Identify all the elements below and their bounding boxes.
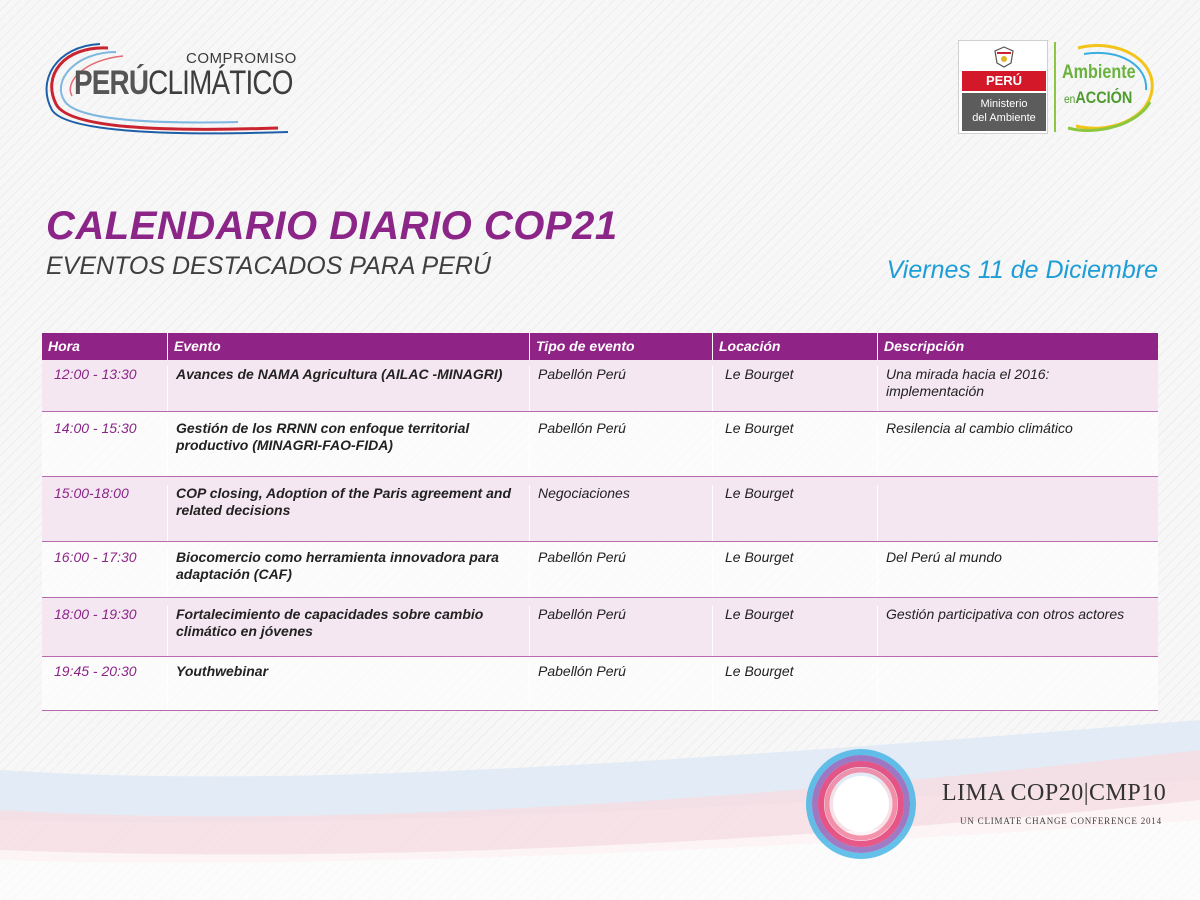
cell-locacion: Le Bourget	[713, 549, 878, 597]
ministerio-line-1: Ministerio	[980, 98, 1028, 110]
cell-hora: 16:00 - 17:30	[42, 549, 168, 597]
peru-label: PERÚ	[962, 71, 1046, 91]
peru-ministerio-badge	[958, 40, 1048, 134]
cell-locacion: Le Bourget	[713, 663, 878, 710]
compromiso-peru-climatico-logo	[38, 36, 298, 136]
cop20-title: LIMA COP20|CMP10	[942, 780, 1167, 806]
table-header	[42, 333, 1158, 360]
logo-peru-climatico-text	[74, 64, 293, 103]
logo-compromiso-text: COMPROMISO	[186, 50, 297, 67]
cell-tipo: Pabellón Perú	[530, 366, 713, 411]
cell-locacion: Le Bourget	[713, 420, 878, 476]
column-header-evento: Evento	[168, 333, 530, 360]
cell-hora: 14:00 - 15:30	[42, 420, 168, 476]
ministerio-label	[962, 93, 1046, 131]
logo-divider	[1054, 42, 1056, 132]
ministerio-ambiente-logo	[958, 40, 1158, 136]
cell-evento: Gestión de los RRNN con enfoque territorial productivo (MINAGRI-FAO-FIDA)	[168, 420, 530, 476]
column-header-descripcion: Descripción	[884, 338, 965, 354]
en-accion-text	[1064, 88, 1132, 108]
page-subtitle: EVENTOS DESTACADOS PARA PERÚ	[46, 252, 492, 280]
event-date: Viernes 11 de Diciembre	[886, 256, 1158, 284]
cell-locacion: Le Bourget	[713, 366, 878, 411]
logo-climatico-word: CLIMÁTICO	[148, 64, 293, 102]
table-row	[42, 542, 1158, 598]
column-header-locacion: Locación	[713, 333, 878, 360]
cell-tipo: Pabellón Perú	[530, 549, 713, 597]
ministerio-line-2: del Ambiente	[972, 112, 1036, 124]
cell-tipo: Pabellón Perú	[530, 606, 713, 656]
cell-evento: Youthwebinar	[168, 663, 530, 710]
column-header-tipo: Tipo de evento	[530, 333, 713, 360]
table-row	[42, 598, 1158, 657]
cell-descripcion: Resilencia al cambio climático	[886, 420, 1073, 436]
cell-evento: Avances de NAMA Agricultura (AILAC -MINAGRI)	[168, 366, 530, 411]
cell-tipo: Negociaciones	[530, 485, 713, 541]
cell-hora: 12:00 - 13:30	[42, 366, 168, 411]
table-row	[42, 412, 1158, 477]
logo-peru-word: PERÚ	[74, 64, 149, 102]
cell-tipo: Pabellón Perú	[530, 663, 713, 710]
cop20-subtitle: UN CLIMATE CHANGE CONFERENCE 2014	[960, 816, 1162, 826]
cell-descripcion	[878, 485, 1158, 541]
cell-hora: 15:00-18:00	[42, 485, 168, 541]
table-row	[42, 477, 1158, 542]
schedule-table	[42, 333, 1158, 711]
en-text: en	[1064, 92, 1076, 106]
cell-locacion: Le Bourget	[713, 606, 878, 656]
cell-descripcion: Una mirada hacia el 2016: implementación	[886, 366, 1050, 399]
cell-tipo: Pabellón Perú	[530, 420, 713, 476]
peru-coat-of-arms-icon	[991, 45, 1017, 69]
cop20-ring-icon	[802, 745, 920, 863]
ambiente-text: Ambiente	[1062, 62, 1136, 83]
column-header-hora: Hora	[42, 333, 168, 360]
cell-evento: Fortalecimiento de capacidades sobre cambio climático en jóvenes	[168, 606, 530, 656]
cell-descripcion: Del Perú al mundo	[886, 549, 1002, 565]
cell-locacion: Le Bourget	[713, 485, 878, 541]
page-title: CALENDARIO DIARIO COP21	[46, 204, 618, 248]
cell-descripcion: Gestión participativa con otros actores	[886, 606, 1125, 622]
cell-evento: Biocomercio como herramienta innovadora para adaptación (CAF)	[168, 549, 530, 597]
accion-text: ACCIÓN	[1075, 88, 1133, 107]
table-row	[42, 360, 1158, 412]
cell-hora: 19:45 - 20:30	[42, 663, 168, 710]
cell-evento: COP closing, Adoption of the Paris agreement and related decisions	[168, 485, 530, 541]
cell-hora: 18:00 - 19:30	[42, 606, 168, 656]
